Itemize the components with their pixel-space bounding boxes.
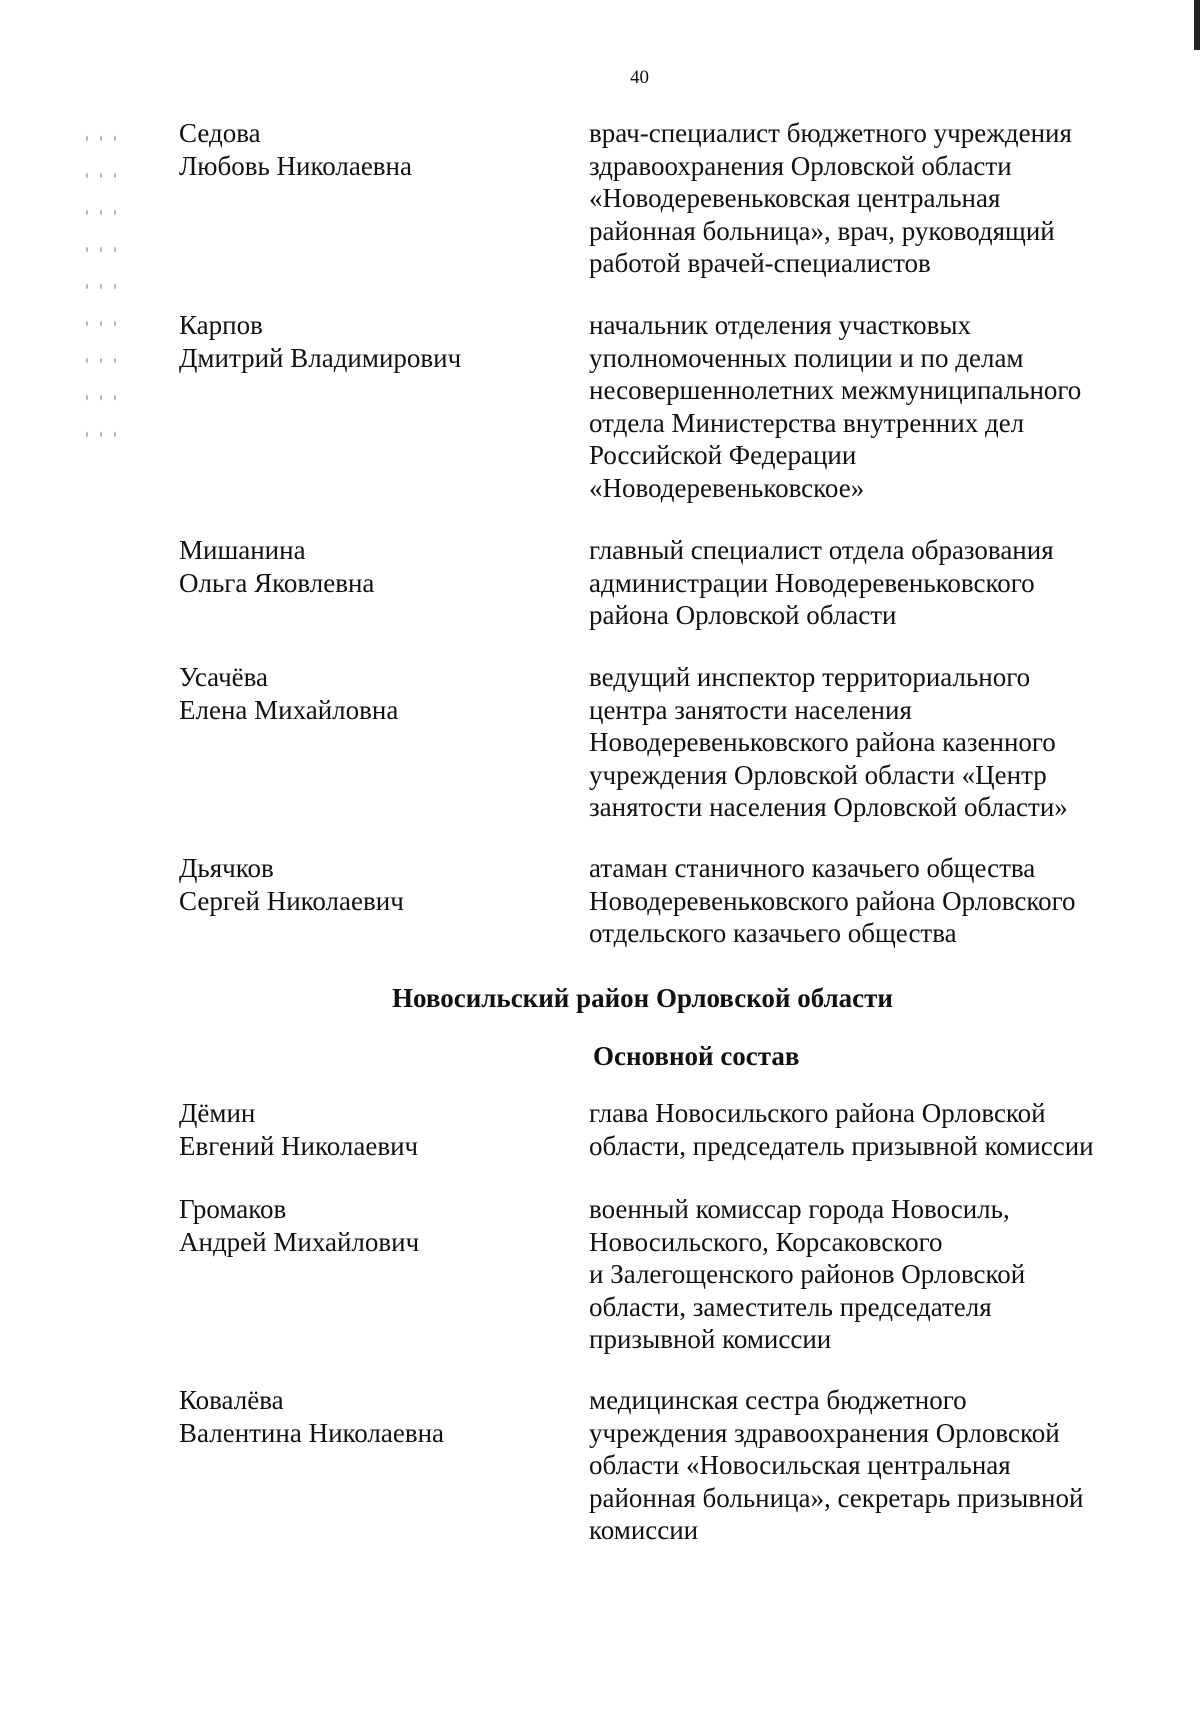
- role-line: Новодеревеньковского района Орловского: [589, 885, 1076, 916]
- member-surname: Карпов: [179, 310, 263, 340]
- member-surname: Мишанина: [179, 535, 306, 565]
- role-line: атаман станичного казачьего общества: [589, 853, 1036, 883]
- member-role: [589, 661, 1149, 824]
- member-role: [589, 117, 1149, 280]
- member-name: [179, 661, 559, 726]
- role-line: «Новодеревеньковская центральная: [589, 183, 1001, 213]
- role-line: области, председатель призывной комиссии: [589, 1130, 1094, 1161]
- role-line: глава Новосильского района Орловской: [589, 1098, 1046, 1128]
- role-line: Новодеревеньковского района казенного: [589, 727, 1056, 757]
- subsection-title: Основной состав: [593, 1041, 800, 1071]
- role-line: начальник отделения участковых: [589, 310, 972, 340]
- member-surname: Дёмин: [179, 1098, 256, 1128]
- role-line: «Новодеревеньковское»: [589, 472, 865, 503]
- member-name: [179, 1193, 559, 1258]
- member-name: [179, 117, 559, 182]
- role-line: области, заместитель председателя: [589, 1291, 992, 1322]
- member-given-names: Дмитрий Владимирович: [179, 342, 462, 373]
- section-title: Новосильский район Орловской области: [392, 983, 893, 1013]
- member-name: [179, 534, 559, 599]
- member-given-names: Любовь Николаевна: [179, 150, 412, 181]
- role-line: врач-специалист бюджетного учреждения: [589, 118, 1072, 148]
- member-role: [589, 1384, 1149, 1547]
- role-line: района Орловской области: [589, 600, 897, 630]
- role-line: области «Новосильская центральная: [589, 1450, 1011, 1480]
- member-role: [589, 1193, 1149, 1356]
- role-line: учреждения здравоохранения Орловской: [589, 1417, 1060, 1448]
- member-surname: Ковалёва: [179, 1385, 284, 1415]
- role-line: администрации Новодеревеньковского: [589, 567, 1035, 598]
- member-given-names: Елена Михайловна: [179, 694, 399, 725]
- member-role: [589, 534, 1149, 632]
- role-line: медицинская сестра бюджетного: [589, 1385, 967, 1415]
- member-given-names: Сергей Николаевич: [179, 885, 404, 916]
- role-line: районная больница», секретарь призывной: [589, 1482, 1084, 1513]
- role-line: отдельского казачьего общества: [589, 918, 957, 948]
- member-surname: Седова: [179, 118, 261, 148]
- member-given-names: Андрей Михайлович: [179, 1226, 420, 1257]
- role-line: ведущий инспектор территориального: [589, 662, 1031, 692]
- role-line: отдела Министерства внутренних дел: [589, 407, 1025, 438]
- member-given-names: Ольга Яковлевна: [179, 567, 375, 598]
- role-line: центра занятости населения: [589, 694, 912, 725]
- page-number: 40: [630, 67, 649, 88]
- member-surname: Громаков: [179, 1194, 287, 1224]
- role-line: занятости населения Орловской области»: [589, 792, 1068, 822]
- role-line: уполномоченных полиции и по делам: [589, 342, 1024, 373]
- member-name: [179, 1384, 559, 1449]
- role-line: несовершеннолетних межмуниципального: [589, 375, 1082, 405]
- role-line: Новосильского, Корсаковского: [589, 1226, 943, 1257]
- member-given-names: Евгений Николаевич: [179, 1130, 419, 1161]
- member-name: [179, 852, 559, 917]
- role-line: комиссии: [589, 1515, 699, 1545]
- role-line: главный специалист отдела образования: [589, 535, 1054, 565]
- member-name: [179, 1097, 559, 1162]
- role-line: военный комиссар города Новосиль,: [589, 1194, 1010, 1224]
- role-line: здравоохранения Орловской области: [589, 150, 1012, 181]
- member-role: [589, 852, 1149, 950]
- role-line: и Залегощенского районов Орловской: [589, 1259, 1026, 1289]
- member-given-names: Валентина Николаевна: [179, 1417, 445, 1448]
- role-line: работой врачей-специалистов: [589, 248, 931, 278]
- role-line: районная больница», врач, руководящий: [589, 215, 1055, 246]
- role-line: учреждения Орловской области «Центр: [589, 759, 1047, 790]
- member-role: [589, 309, 1149, 504]
- scan-edge-mark: [1194, 0, 1200, 50]
- member-surname: Дьячков: [179, 853, 274, 883]
- member-role: [589, 1097, 1149, 1162]
- member-surname: Усачёва: [179, 662, 269, 692]
- role-line: призывной комиссии: [589, 1324, 832, 1354]
- role-line: Российской Федерации: [589, 440, 857, 470]
- scan-noise: [80, 120, 120, 450]
- member-name: [179, 309, 559, 374]
